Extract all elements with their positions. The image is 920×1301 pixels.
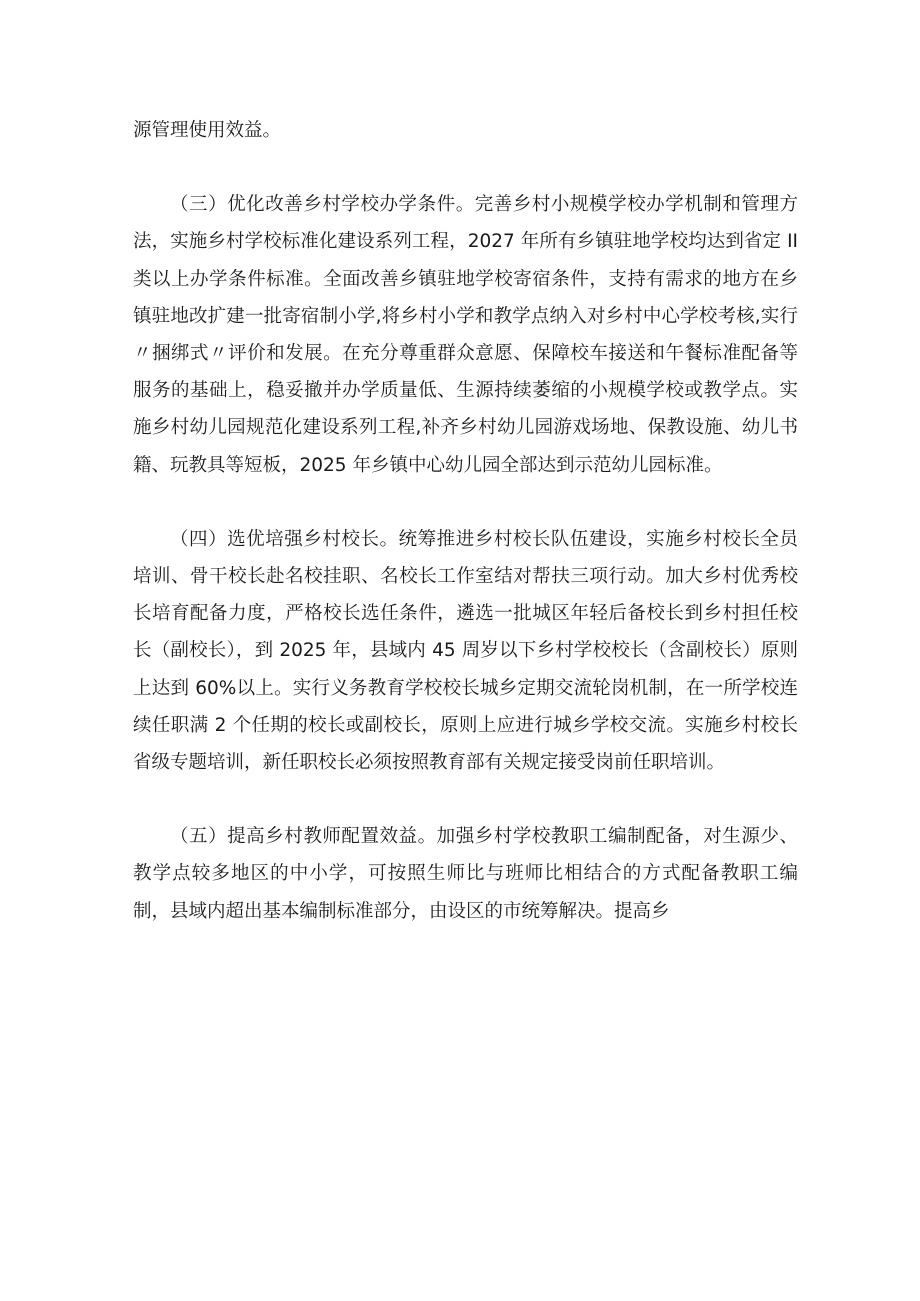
section-heading: （三）优化改善乡村学校办学条件。 — [170, 194, 475, 216]
paragraph-section-4 — [133, 521, 798, 781]
document-body — [133, 112, 798, 967]
paragraph-section-5 — [133, 818, 798, 930]
section-heading: （四）选优培强乡村校长。 — [170, 528, 399, 550]
paragraph-section-3 — [133, 186, 798, 484]
paragraph-continuation — [133, 112, 798, 149]
paragraph-text: 源管理使用效益。 — [133, 120, 282, 141]
paragraph-text: 统筹推进乡村校长队伍建设，实施乡村校长全员培训、骨干校长赴名校挂职、名校长工作室结对帮扶三项行动。加大乡村优秀校长培育配备力度，严格校长选任条件，遴选一批城区年轻后备校长到乡村担任校长（副校长），到 2025 年，县域内 45 周岁以下乡村学校校长（含副校长）原则上达到 60%以上。实行义务教育学校校长城乡定期交流轮岗机制，在一所学校连续任职满 2 个任期的校长或副校长，原则上应进行城乡学校交流。实施乡村校长省级专题培训，新任职校长必须按照教育部有关规定接受岗前任职培训。 — [133, 528, 798, 774]
section-heading: （五）提高乡村教师配置效益。 — [170, 826, 437, 848]
paragraph-text: 完善乡村小规模学校办学机制和管理方法，实施乡村学校标准化建设系列工程，2027 年所有乡镇驻地学校均达到省定 II 类以上办学条件标准。全面改善乡镇驻地学校寄宿条件，支持有需求的地方在乡镇驻地改扩建一批寄宿制小学,将乡村小学和教学点纳入对乡村中心学校考核,实行〃捆绑式〃评价和发展。在充分尊重群众意愿、保障校车接送和午餐标准配备等服务的基础上，稳妥撤并办学质量低、生源持续萎缩的小规模学校或教学点。实施乡村幼儿园规范化建设系列工程,补齐乡村幼儿园游戏场地、保教设施、幼儿书籍、玩教具等短板，2025 年乡镇中心幼儿园全部达到示范幼儿园标准。 — [133, 194, 798, 476]
paragraph-text: 加强乡村学校教职工编制配备，对生源少、教学点较多地区的中小学，可按照生师比与班师比相结合的方式配备教职工编制，县域内超出基本编制标准部分，由设区的市统筹解决。提高乡 — [133, 826, 798, 922]
